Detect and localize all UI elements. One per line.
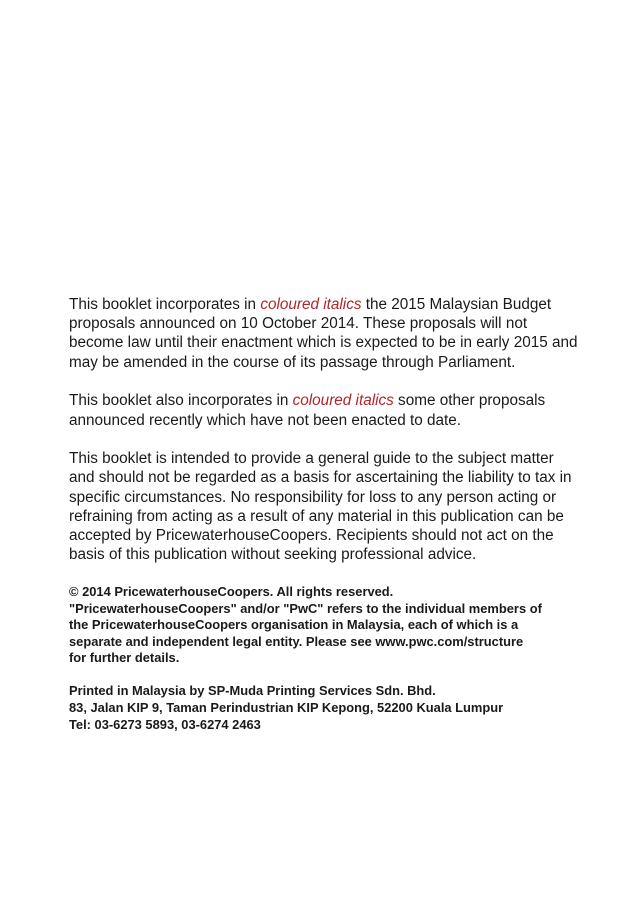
legal-notice — [69, 584, 579, 750]
copyright-line: "PricewaterhouseCoopers" and/or "PwC" refers to the individual members of — [69, 600, 542, 616]
printer-address-line: 83, Jalan KIP 9, Taman Perindustrian KIP Kepong, 52200 Kuala Lumpur — [69, 699, 504, 715]
disclaimer-body — [69, 295, 579, 584]
copyright-line: © 2014 PricewaterhouseCoopers. All rights reserved. — [69, 584, 394, 599]
copyright-line: separate and independent legal entity. Please see www.pwc.com/structure — [69, 633, 524, 649]
paragraph-text-start: This booklet incorporates in — [69, 296, 261, 313]
printer-phone-line: Tel: 03-6273 5893, 03-6274 2463 — [69, 716, 261, 732]
other-proposals-paragraph — [69, 391, 579, 429]
paragraph-text-start: This booklet also incorporates in — [69, 392, 293, 410]
copyright-line: the PricewaterhouseCoopers organisation in Malaysia, each of which is a — [69, 617, 519, 633]
printer-line: Printed in Malaysia by SP-Muda Printing Services Sdn. Bhd. — [69, 683, 436, 699]
printer-notice — [69, 683, 579, 733]
paragraph-text-end: the 2015 Malaysian Budget proposals announced on 10 October 2014. These proposals will not become law until their enactment which is expected to be in early 2015 and may be amended in the course of its passage through Parliament. — [69, 296, 578, 371]
liability-disclaimer-paragraph: This booklet is intended to provide a general guide to the subject matter and should not be regarded as a basis for ascertaining the liability to tax in specific circumstances. No responsibility for loss to any person acting or refraining from acting as a result of any material in this publication can be accepted by PricewaterhouseCoopers. Recipients should not act on the basis of this publication without seeking professional advice. — [69, 450, 572, 564]
copyright-notice — [69, 584, 579, 667]
coloured-italics-highlight: coloured italics — [260, 296, 362, 313]
coloured-italics-highlight: coloured italics — [292, 392, 394, 410]
copyright-line: for further details. — [69, 650, 180, 666]
budget-proposals-paragraph — [69, 295, 579, 372]
paragraph-text-end: some other proposals announced recently which have not been enacted to date. — [69, 392, 546, 429]
